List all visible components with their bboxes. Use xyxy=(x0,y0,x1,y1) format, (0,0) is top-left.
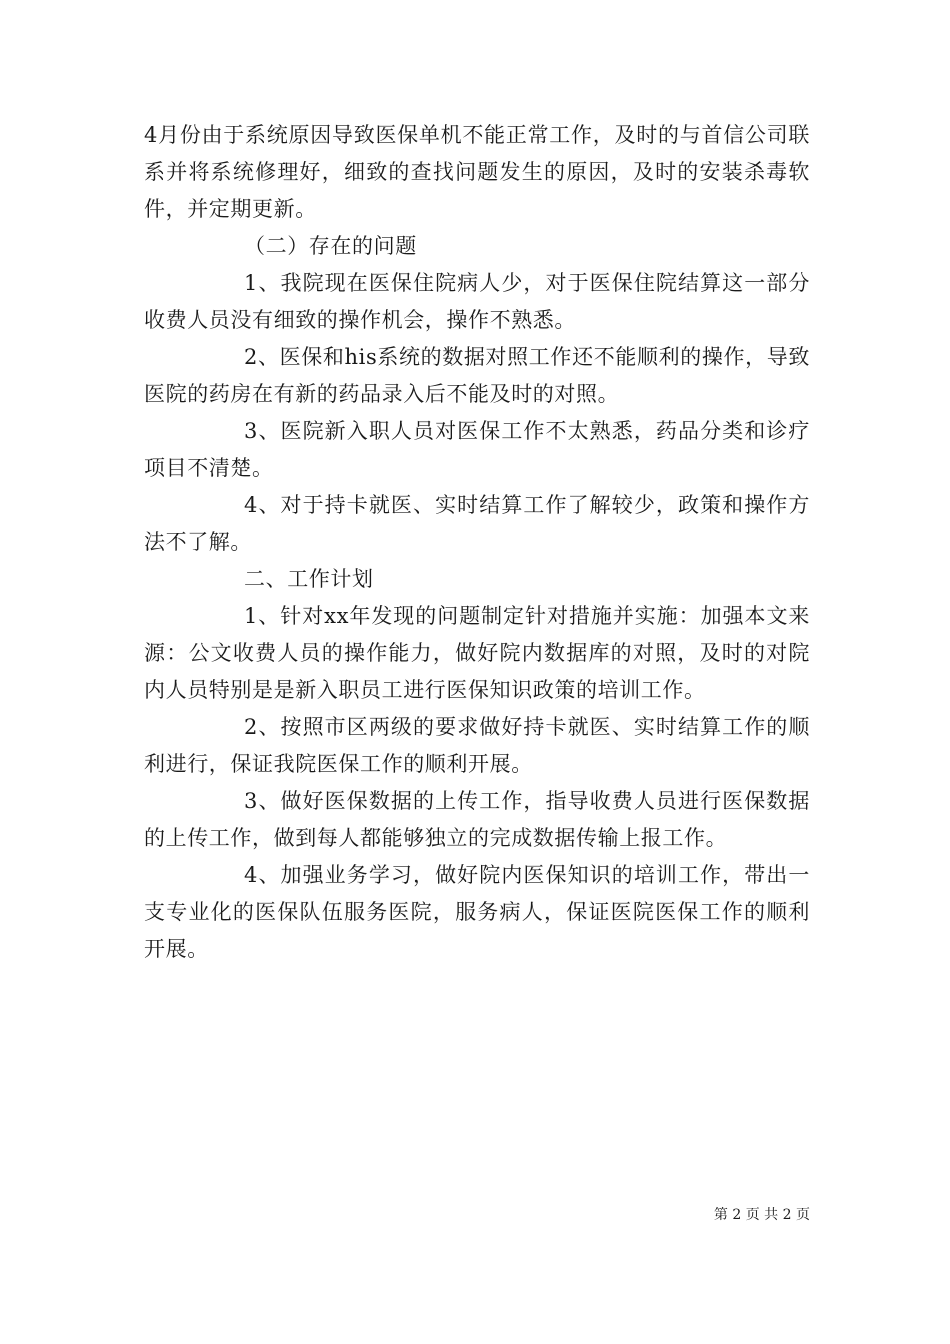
paragraph: 1、针对xx年发现的问题制定针对措施并实施：加强本文来源：公文收费人员的操作能力，做好院内数据库的对照，及时的对院内人员特别是是新入职员工进行医保知识政策的培训工作。 xyxy=(144,604,810,702)
document-body xyxy=(144,117,810,968)
page-number-footer: 第 2 页 共 2 页 xyxy=(713,1207,810,1223)
section-heading-problems: （二）存在的问题 xyxy=(244,234,417,258)
section-heading-work-plan: 二、工作计划 xyxy=(244,567,374,591)
paragraph: 1、我院现在医保住院病人少，对于医保住院结算这一部分收费人员没有细致的操作机会，操作不熟悉。 xyxy=(144,271,810,332)
paragraph: 4、对于持卡就医、实时结算工作了解较少，政策和操作方法不了解。 xyxy=(144,493,810,554)
paragraph: 2、按照市区两级的要求做好持卡就医、实时结算工作的顺利进行，保证我院医保工作的顺利开展。 xyxy=(144,715,810,776)
paragraph: 3、医院新入职人员对医保工作不太熟悉，药品分类和诊疗项目不清楚。 xyxy=(144,419,810,480)
paragraph: 3、做好医保数据的上传工作，指导收费人员进行医保数据的上传工作，做到每人都能够独立的完成数据传输上报工作。 xyxy=(144,789,810,850)
paragraph: 2、医保和his系统的数据对照工作还不能顺利的操作，导致医院的药房在有新的药品录入后不能及时的对照。 xyxy=(144,345,810,406)
paragraph: 4月份由于系统原因导致医保单机不能正常工作，及时的与首信公司联系并将系统修理好，细致的查找问题发生的原因，及时的安装杀毒软件，并定期更新。 xyxy=(144,123,810,221)
paragraph: 4、加强业务学习，做好院内医保知识的培训工作，带出一支专业化的医保队伍服务医院，服务病人，保证医院医保工作的顺利开展。 xyxy=(144,863,810,961)
